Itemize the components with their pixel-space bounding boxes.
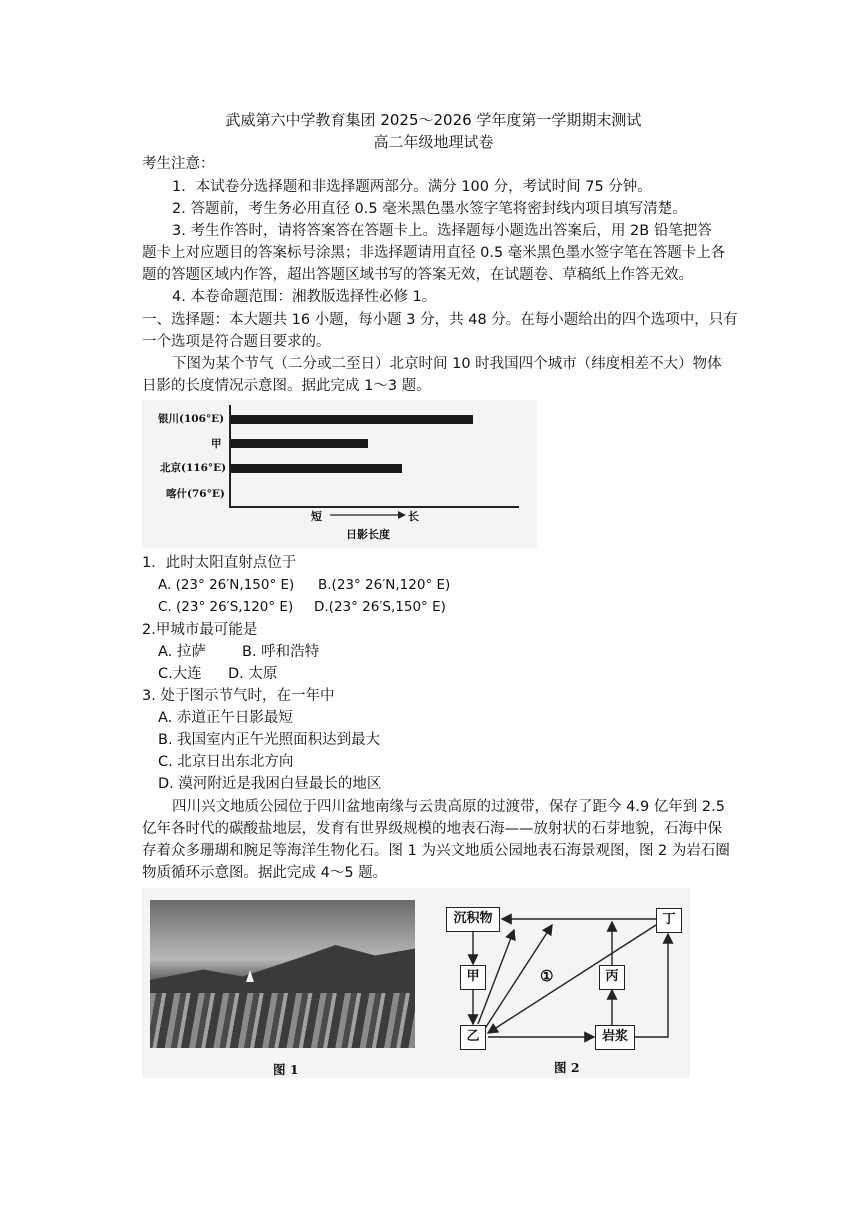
chart-axis-short-label: 短 <box>311 510 322 523</box>
q1-option-a: A. (23° 26′N,150° E) <box>158 577 295 593</box>
node-jia: 甲 <box>460 965 486 990</box>
intro2-line1: 四川兴文地质公园位于四川盆地南缘与云贵高原的过渡带，保存了距今 4.9 亿年到 2.5 <box>172 799 725 815</box>
chart-category-label: 甲 <box>211 438 222 450</box>
q1-option-b: B.(23° 26′N,120° E) <box>318 577 451 593</box>
chart-x-axis-label: 日影长度 <box>346 528 390 541</box>
intro2-line4: 物质循环示意图。据此完成 4～5 题。 <box>142 865 388 881</box>
intro2-line3: 存着众多珊瑚和腕足等海洋生物化石。图 1 为兴文地质公园地表石海景观图，图 2 为岩石圈 <box>142 843 730 859</box>
chart-category-label: 银川(106°E) <box>158 413 225 425</box>
intro1-line1: 下图为某个节气（二分或二至日）北京时间 10 时我国四个城市（纬度相差不大）物体 <box>172 356 722 372</box>
notice-item-2: 2. 答题前，考生务必用直径 0.5 毫米黑色墨水签字笔将密封线内项目填写清楚。 <box>172 201 687 217</box>
q2-option-a: A. 拉萨 <box>158 644 206 660</box>
q1-stem: 1．此时太阳直射点位于 <box>142 555 297 571</box>
q3-stem: 3. 处于图示节气时，在一年中 <box>142 688 335 704</box>
process-marker: ① <box>540 967 554 985</box>
q3-option-c: C. 北京日出东北方向 <box>158 754 294 770</box>
node-sediment: 沉积物 <box>446 907 500 932</box>
node-ding: 丁 <box>656 908 682 933</box>
q3-option-b: B. 我国室内正午光照面积达到最大 <box>158 732 381 748</box>
chart-category-label: 喀什(76°E) <box>166 488 225 500</box>
notice-item-3-cont-2: 题的答题区域内作答，超出答题区域书写的答案无效，在试题卷、草稿纸上作答无效。 <box>142 267 693 283</box>
exam-title: 武威第六中学教育集团 2025～2026 学年度第一学期期末测试 <box>225 111 642 129</box>
notice-item-3-cont-1: 题卡上对应题目的答案标号涂黑；非选择题请用直径 0.5 毫米黑色墨水签字笔在答题卡上各 <box>142 245 726 261</box>
figure1-caption: 图 1 <box>273 1062 299 1077</box>
chart-category-label: 北京(116°E) <box>160 462 227 474</box>
node-bing: 丙 <box>599 965 625 990</box>
figure2-caption: 图 2 <box>554 1060 580 1075</box>
node-yi: 乙 <box>460 1025 486 1050</box>
q3-option-a: A. 赤道正午日影最短 <box>158 710 293 726</box>
chart-axis-long-label: 长 <box>408 510 419 523</box>
q2-stem: 2.甲城市最可能是 <box>142 622 258 638</box>
q1-option-c: C. (23° 26′S,120° E) <box>158 599 294 615</box>
intro2-line2: 亿年各时代的碳酸盐地层，发育有世界级规模的地表石海——放射状的石芽地貌，石海中保 <box>142 821 722 837</box>
exam-subtitle: 高二年级地理试卷 <box>373 133 494 151</box>
q2-option-b: B. 呼和浩特 <box>242 644 320 660</box>
q1-option-d: D.(23° 26′S,150° E) <box>314 599 446 615</box>
q2-option-d: D. 太原 <box>228 666 278 682</box>
notice-item-1: 1．本试卷分选择题和非选择题两部分。满分 100 分，考试时间 75 分钟。 <box>172 179 652 195</box>
q2-option-c: C.大连 <box>158 666 202 682</box>
node-magma: 岩浆 <box>595 1025 635 1050</box>
notice-item-3: 3. 考生作答时，请将答案答在答题卡上。选择题每小题选出答案后，用 2B 铅笔把答 <box>172 223 712 239</box>
q3-option-d: D. 漠河附近是我困白昼最长的地区 <box>158 776 382 792</box>
notice-heading: 考生注意： <box>142 156 215 172</box>
section1-line2: 一个选项是符合题目要求的。 <box>142 334 331 350</box>
intro1-line2: 日影的长度情况示意图。据此完成 1～3 题。 <box>142 378 431 394</box>
notice-item-4: 4. 本卷命题范围：湘教版选择性必修 1。 <box>172 289 437 305</box>
section1-line1: 一、选择题：本大题共 16 小题，每小题 3 分，共 48 分。在每小题给出的四个选项中，只有 <box>142 312 738 328</box>
